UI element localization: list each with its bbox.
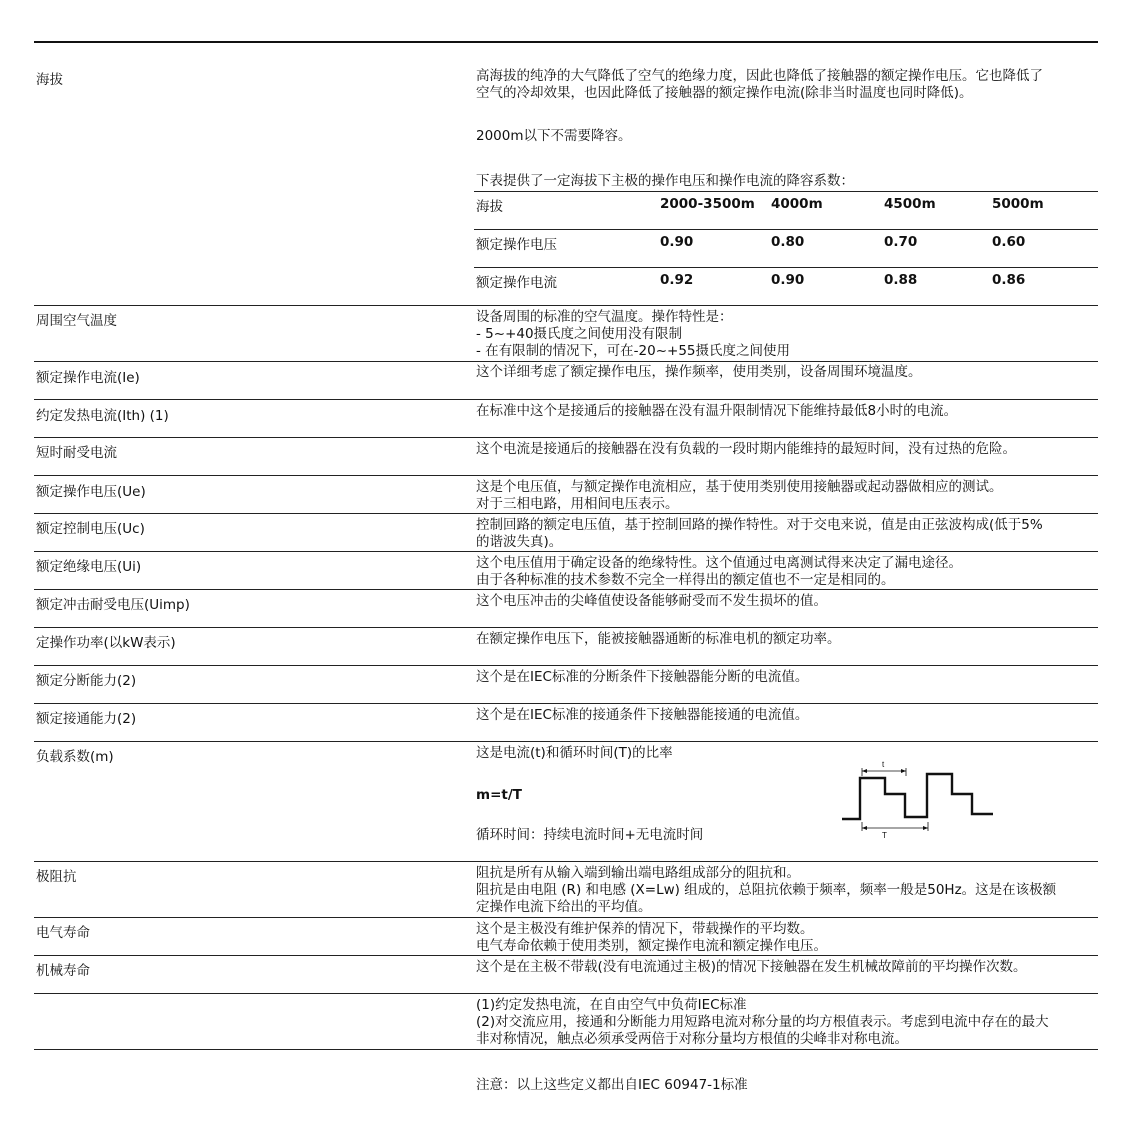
table-row-label: 额定操作电流: [476, 275, 557, 291]
impedance-line3: 定操作电流下给出的平均值。: [476, 899, 652, 915]
term-making-capacity: 额定接通能力(2): [36, 711, 137, 727]
row-rule: [34, 361, 1098, 362]
term-breaking-capacity: 额定分断能力(2): [36, 673, 137, 689]
table-cell: 0.60: [992, 234, 1026, 250]
control-voltage-line2: 的谐波失真)。: [476, 534, 563, 550]
row-rule: [34, 475, 1098, 476]
term-ambient: 周围空气温度: [36, 313, 117, 329]
duty-cycle-waveform: [842, 774, 993, 819]
row-rule: [34, 627, 1098, 628]
control-voltage-line1: 控制回路的额定电压值，基于控制回路的操作特性。对于交电来说，值是由正弦波构成(低于5%: [476, 517, 1043, 533]
impedance-line1: 阻抗是所有从输入端到输出端电路组成部分的阻抗和。: [476, 865, 800, 881]
table-cell: 0.88: [884, 272, 918, 288]
term-operating-power: 定操作功率(以kW表示): [36, 635, 176, 651]
footnote-2-line2: 非对称情况，触点必须承受两倍于对称分量均方根值的尖峰非对称电流。: [476, 1031, 908, 1047]
diagram-label-T: T: [882, 831, 887, 840]
rated-voltage-description: [476, 479, 1098, 513]
footnote-2-line1: (2)对交流应用，接通和分断能力用短路电流对称分量的均方根值表示。考虑到电流中存在的最大: [476, 1014, 1049, 1030]
mechanical-life-description: 这个是在主极不带载(没有电流通过主极)的情况下接触器在发生机械故障前的平均操作次数。: [476, 959, 1027, 975]
term-impulse-voltage: 额定冲击耐受电压(Uimp): [36, 597, 190, 613]
altitude-table-intro: 下表提供了一定海拔下主极的操作电压和操作电流的降容系数：: [476, 173, 854, 189]
altitude-desc-line1: 高海拔的纯净的大气降低了空气的绝缘力度，因此也降低了接触器的额定操作电压。它也降低了: [476, 68, 1043, 84]
insulation-voltage-line2: 由于各种标准的技术参数不完全一样得出的额定值也不一定是相同的。: [476, 572, 895, 588]
rated-voltage-line1: 这是个电压值，与额定操作电流相应，基于使用类别使用接触器或起动器做相应的测试。: [476, 479, 1003, 495]
term-insulation-voltage: 额定绝缘电压(Ui): [36, 559, 142, 575]
insulation-voltage-line1: 这个电压值用于确定设备的绝缘特性。这个值通过电离测试得来决定了漏电途径。: [476, 555, 962, 571]
T-arrow-left: [862, 826, 867, 830]
term-rated-current: 额定操作电流(Ie): [36, 370, 140, 386]
altitude-description: [476, 68, 1098, 102]
table-header-col2: 4000m: [771, 196, 823, 212]
impedance-description: [476, 865, 1098, 916]
ambient-line2: - 5~+40摄氏度之间使用没有限制: [476, 326, 683, 342]
table-header-col3: 4500m: [884, 196, 936, 212]
table-cell: 0.86: [992, 272, 1026, 288]
row-rule: [34, 305, 1098, 306]
table-cell: 0.80: [771, 234, 805, 250]
ambient-line3: - 在有限制的情况下，可在-20~+55摄氏度之间使用: [476, 343, 791, 359]
term-impedance: 极阻抗: [36, 869, 77, 885]
term-electrical-life: 电气寿命: [36, 925, 90, 941]
row-rule: [34, 437, 1098, 438]
table-header-altitude: 海拔: [476, 199, 503, 215]
insulation-voltage-description: [476, 555, 1098, 589]
electrical-life-description: [476, 921, 1098, 955]
term-altitude: 海拔: [36, 72, 63, 88]
impedance-line2: 阻抗是由电阻 (R) 和电感 (X=Lw) 组成的，总阻抗依赖于频率，频率一般是50Hz。这是在该极额: [476, 882, 1057, 898]
diagram-label-t: t: [882, 760, 885, 769]
top-rule: [34, 41, 1098, 43]
table-header-col1: 2000-3500m: [660, 196, 755, 212]
row-rule: [34, 917, 1098, 918]
breaking-capacity-description: 这个是在IEC标准的分断条件下接触器能分断的电流值。: [476, 669, 809, 685]
short-time-current-description: 这个电流是接通后的接触器在没有负载的一段时期内能维持的最短时间，没有过热的危险。: [476, 441, 1016, 457]
T-arrow-right: [923, 826, 928, 830]
term-control-voltage: 额定控制电压(Uc): [36, 521, 145, 537]
term-load-factor: 负载系数(m): [36, 749, 114, 765]
load-factor-cycle: 循环时间：持续电流时间+无电流时间: [476, 827, 704, 843]
ambient-description: [476, 309, 1098, 360]
row-rule: [34, 861, 1098, 862]
t-arrow-right: [901, 769, 906, 773]
row-rule: [34, 741, 1098, 742]
table-cell: 0.70: [884, 234, 918, 250]
row-rule: [34, 955, 1098, 956]
table-rule: [474, 267, 1098, 268]
row-rule: [34, 665, 1098, 666]
row-rule: [34, 703, 1098, 704]
control-voltage-description: [476, 517, 1098, 551]
t-arrow-left: [862, 769, 867, 773]
rated-voltage-line2: 对于三相电路，用相间电压表示。: [476, 496, 679, 512]
term-thermal-current: 约定发热电流(Ith) (1): [36, 408, 169, 424]
term-mechanical-life: 机械寿命: [36, 963, 90, 979]
operating-power-description: 在额定操作电压下，能被接触器通断的标准电机的额定功率。: [476, 631, 841, 647]
load-factor-line1: 这是电流(t)和循环时间(T)的比率: [476, 745, 673, 761]
altitude-desc-line2: 空气的冷却效果，也因此降低了接触器的额定操作电流(除非当时温度也同时降低)。: [476, 85, 973, 101]
standard-note: 注意：以上这些定义都出自IEC 60947-1标准: [476, 1077, 748, 1093]
electrical-life-line2: 电气寿命依赖于使用类别，额定操作电流和额定操作电压。: [476, 938, 827, 954]
impulse-voltage-description: 这个电压冲击的尖峰值使设备能够耐受而不发生损坏的值。: [476, 593, 827, 609]
table-row-label: 额定操作电压: [476, 237, 557, 253]
ambient-line1: 设备周围的标准的空气温度。操作特性是：: [476, 309, 733, 325]
rated-current-description: 这个详细考虑了额定操作电压，操作频率，使用类别，设备周围环境温度。: [476, 364, 922, 380]
load-factor-formula: m=t/T: [476, 787, 522, 803]
altitude-no-derate: 2000m以下不需要降容。: [476, 128, 632, 144]
footnotes: [476, 997, 1098, 1048]
row-rule: [34, 993, 1098, 994]
electrical-life-line1: 这个是主极没有维护保养的情况下，带载操作的平均数。: [476, 921, 814, 937]
term-rated-voltage: 额定操作电压(Ue): [36, 484, 146, 500]
term-short-time-current: 短时耐受电流: [36, 445, 117, 461]
duty-cycle-diagram: [840, 758, 1000, 844]
bottom-rule: [34, 1049, 1098, 1050]
thermal-current-description: 在标准中这个是接通后的接触器在没有温升限制情况下能维持最低8小时的电流。: [476, 403, 958, 419]
table-header-col4: 5000m: [992, 196, 1044, 212]
making-capacity-description: 这个是在IEC标准的接通条件下接触器能接通的电流值。: [476, 707, 809, 723]
table-rule: [474, 229, 1098, 230]
table-cell: 0.90: [771, 272, 805, 288]
row-rule: [34, 399, 1098, 400]
row-rule: [34, 551, 1098, 552]
table-rule: [474, 191, 1098, 192]
row-rule: [34, 589, 1098, 590]
table-cell: 0.92: [660, 272, 694, 288]
row-rule: [34, 513, 1098, 514]
table-cell: 0.90: [660, 234, 694, 250]
footnote-1: (1)约定发热电流，在自由空气中负荷IEC标准: [476, 997, 747, 1013]
